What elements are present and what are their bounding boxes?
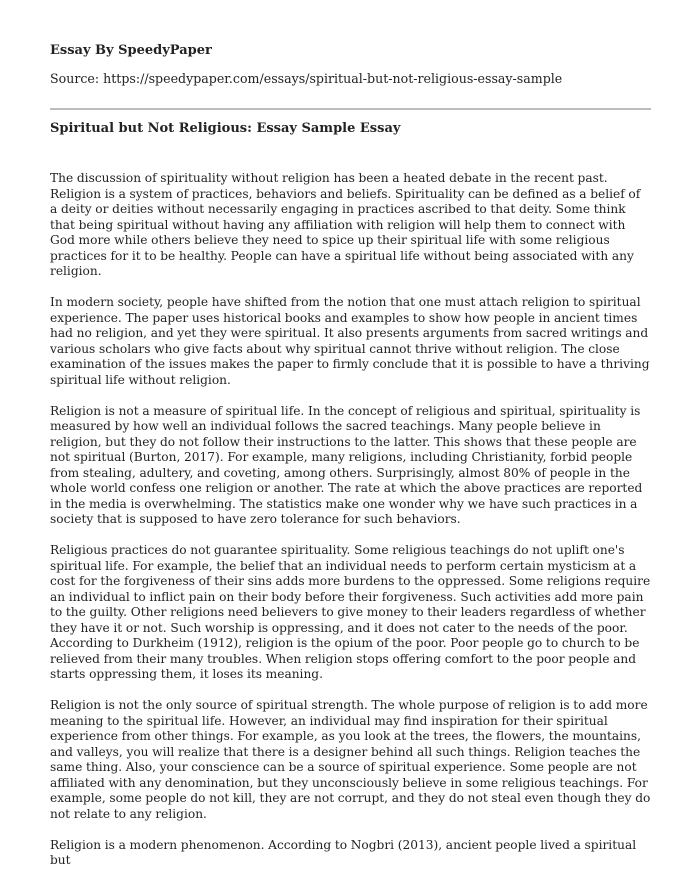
essay-paragraph: In modern society, people have shifted from the notion that one must attach religion to spiritual experience. The paper uses historical books and examples to show how people in ancient times had no religion, and yet they were spiritual. It also presents arguments from sacred writings and various scholars who give facts about why spiritual cannot thrive without religion. The close examination of the issues makes the paper to firmly conclude that it is possible to have a thriving spiritual life without religion. bbox=[50, 295, 650, 387]
essay-paragraph: Religious practices do not guarantee spirituality. Some religious teachings do not uplift one's spiritual life. For example, the belief that an individual needs to perform certain mysticism at a cost for the forgiveness of their sins adds more burdens to the oppressed. Some religions require an individual to inflict pain on their body before their forgiveness. Such activities add more pain to the guilty. Other religions need believers to give money to their leaders regardless of whether they have it or not. Such worship is oppressing, and it does not cater to the needs of the poor. According to Durkheim (1912), religion is the opium of the poor. Poor people go to church to be relieved from their many troubles. When religion stops offering comfort to the poor people and starts oppressing them, it loses its meaning. bbox=[50, 543, 651, 681]
essay-paragraph: Religion is not the only source of spiritual strength. The whole purpose of religion is to add more meaning to the spiritual life. However, an individual may find inspiration for their spiritual experience from other things. For example, as you look at the trees, the flowers, the mountains, and valleys, you will realize that there is a designer behind all such things. Religion teaches the same thing. Also, your conscience can be a source of spiritual experience. Some people are not affiliated with any denomination, but they unconsciously believe in some religious teachings. For example, some people do not kill, they are not corrupt, and they do not steal even though they do not relate to any religion. bbox=[50, 698, 651, 821]
essay-title: Spiritual but Not Religious: Essay Sample Essay bbox=[50, 121, 401, 136]
source-label: Source: bbox=[50, 71, 100, 86]
essay-paragraph: The discussion of spirituality without religion has been a heated debate in the recent past. Religion is a system of practices, behaviors and beliefs. Spirituality can be defined as a belief of a deity or deities without necessarily engaging in practices ascribed to that deity. Some think that being spiritual without having any affiliation with religion will help them to connect with God more while others believe they need to spice up their spiritual life with some religious practices for it to be healthy. People can have a spiritual life without being associated with any religion. bbox=[50, 171, 641, 278]
source-line bbox=[50, 70, 562, 88]
source-url-link[interactable]: https://speedypaper.com/essays/spiritual-but-not-religious-essay-sample bbox=[103, 71, 563, 86]
essay-paragraph: Religion is not a measure of spiritual life. In the concept of religious and spiritual, spirituality is measured by how well an individual follows the sacred teachings. Many people believe in religion, but they do not follow their instructions to the latter. This shows that these people are not spiritual (Burton, 2017). For example, many religions, including Christianity, forbid people from stealing, adultery, and coveting, among others. Surprisingly, almost 80% of people in the whole world confess one religion or another. The rate at which the above practices are reported in the media is overwhelming. The statistics make one wonder why we have such practices in a society that is supposed to have zero tolerance for such behaviors. bbox=[50, 403, 643, 526]
essay-paragraph: Religion is a modern phenomenon. According to Nogbri (2013), ancient people lived a spiritual but bbox=[50, 837, 637, 867]
header-divider bbox=[50, 108, 651, 110]
document-header-title: Essay By SpeedyPaper bbox=[50, 43, 212, 58]
essay-body bbox=[50, 171, 651, 884]
